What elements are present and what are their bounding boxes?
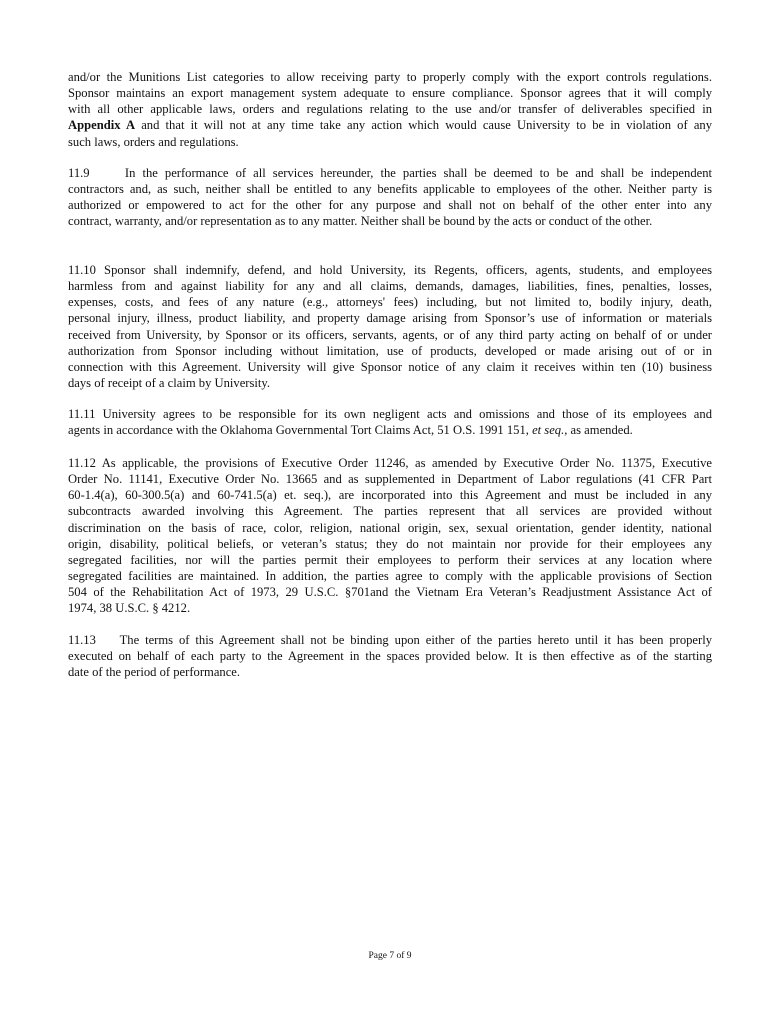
paragraph-11-13: [68, 632, 712, 680]
text-line: [68, 197, 712, 213]
text-segment: contractors and, as such, neither shall be entitled to any benefits applicable to employees of the other. Neither party is: [68, 182, 712, 197]
paragraph-11-9: [68, 165, 712, 230]
text-segment: authorized or empowered to act for the other for any purpose and shall not on behalf of the other enter into any: [68, 198, 712, 213]
text-segment: date of the period of performance.: [68, 665, 241, 680]
text-segment: with all other applicable laws, orders and regulations relating to the use and/or transfer of deliverables specified in: [68, 102, 712, 117]
paragraph-11-12: [68, 455, 712, 616]
text-segment: 11.12 As applicable, the provisions of Executive Order 11246, as amended by Executive Order No. 11375, Executive: [68, 456, 712, 470]
page-number: Page 7 of 9: [368, 951, 412, 961]
text-segment: 11.13 The terms of this Agreement shall not be binding upon either of the parties hereto until it has been properly: [68, 633, 712, 647]
text-line: [68, 310, 712, 326]
text-segment: discrimination on the basis of race, color, religion, national origin, sex, sexual orientation, gender identity, national: [68, 520, 712, 535]
text-segment: expenses, costs, and fees of any nature (e.g., attorneys' fees) including, but not limited to, bodily injury, death,: [68, 295, 712, 310]
text-line: [68, 213, 712, 229]
text-segment: Order No. 11141, Executive Order No. 13665 and as supplemented in Department of Labor regulations (41 CFR Part: [68, 472, 712, 487]
text-segment: 504 of the Rehabilitation Act of 1973, 29 U.S.C. §701and the Vietnam Era Veteran’s Readjustment Assistance Act of: [68, 585, 712, 600]
text-line: [68, 471, 712, 487]
paragraph-11-11: [68, 406, 712, 438]
text-segment: 11.9 In the performance of all services hereunder, the parties shall be deemed to be and shall be independent: [68, 166, 712, 180]
text-segment: days of receipt of a claim by University.: [68, 375, 271, 390]
text-segment: harmless from and against liability for any and all claims, demands, damages, liabilities, fines, penalties, losses,: [68, 279, 712, 294]
paragraph-export-controls: [68, 69, 712, 150]
text-line: [68, 406, 712, 422]
text-segment: origin, disability, political beliefs, or veteran’s status; they do not maintain nor provide for their employees any: [68, 536, 712, 551]
text-line: [68, 422, 712, 438]
text-line: [68, 181, 712, 197]
text-line: [68, 101, 712, 117]
text-line: [68, 503, 712, 519]
text-line: [68, 375, 712, 391]
text-segment: , as amended.: [564, 423, 633, 438]
text-segment: agents in accordance with the Oklahoma Governmental Tort Claims Act, 51 O.S. 1991 151,: [68, 423, 533, 438]
text-segment: 11.10 Sponsor shall indemnify, defend, and hold University, its Regents, officers, agents, students, and employees: [68, 263, 712, 277]
text-segment: contract, warranty, and/or representation as to any matter. Neither shall be bound by the acts or conduct of the other.: [68, 214, 653, 229]
text-segment: such laws, orders and regulations.: [68, 134, 239, 149]
text-segment: and that it will not at any time take any action which would cause University to be in violation of any: [135, 118, 712, 133]
text-segment: 60-1.4(a), 60-300.5(a) and 60-741.5(a) et. seq.), are incorporated into this Agreement and must be included in any: [68, 488, 712, 503]
text-line: [68, 520, 712, 536]
text-segment: Sponsor maintains an export management system adequate to ensure compliance. Sponsor agrees that it will comply: [68, 86, 712, 101]
text-line: [68, 552, 712, 568]
text-line: [68, 343, 712, 359]
text-line: [68, 648, 712, 664]
text-segment: segregated facilities are maintained. In addition, the parties agree to comply with the applicable provisions of Section: [68, 568, 712, 583]
text-line: [68, 117, 712, 133]
text-line: [68, 664, 712, 680]
text-line: [68, 69, 712, 85]
text-line: [68, 134, 712, 150]
text-segment: 1974, 38 U.S.C. § 4212.: [68, 601, 191, 616]
text-line: [68, 487, 712, 503]
text-segment: and/or the Munitions List categories to allow receiving party to properly comply with the export controls regulations.: [68, 70, 712, 84]
text-line: [68, 262, 712, 278]
text-segment: authorization from Sponsor including without limitation, use of products, developed or made arising out of or in: [68, 343, 712, 358]
text-line: [68, 359, 712, 375]
text-segment: executed on behalf of each party to the Agreement in the spaces provided below. It is then effective as of the starting: [68, 649, 712, 664]
text-segment: 11.11 University agrees to be responsible for its own negligent acts and omissions and those of its employees and: [68, 407, 712, 421]
text-line: [68, 278, 712, 294]
text-segment: subcontracts awarded involving this Agreement. The parties represent that all services are provided without: [68, 504, 712, 519]
bold-text: Appendix A: [68, 118, 136, 133]
text-segment: connection with this Agreement. University will give Sponsor notice of any claim it receives within ten (10) business: [68, 359, 712, 374]
text-line: [68, 632, 712, 648]
text-line: [68, 85, 712, 101]
text-line: [68, 568, 712, 584]
text-line: [68, 165, 712, 181]
text-line: [68, 327, 712, 343]
text-line: [68, 536, 712, 552]
text-segment: received from University, by Sponsor or its officers, servants, agents, or of any third party acting on behalf of or under: [68, 327, 712, 342]
text-segment: personal injury, illness, product liability, and property damage arising from Sponsor’s use of information or materials: [68, 311, 712, 326]
text-line: [68, 294, 712, 310]
text-line: [68, 600, 712, 616]
text-line: [68, 455, 712, 471]
text-segment: segregated facilities, nor will the parties permit their employees to perform their services at any location where: [68, 552, 712, 567]
paragraph-11-10: [68, 262, 712, 391]
text-line: [68, 584, 712, 600]
italic-text: et seq.: [532, 423, 565, 438]
